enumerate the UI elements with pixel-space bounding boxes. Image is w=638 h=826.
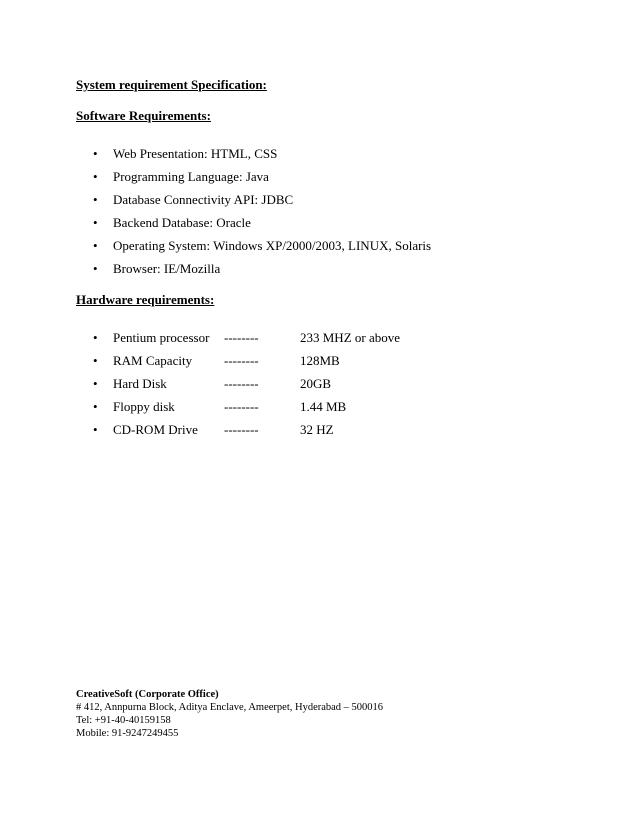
hardware-name: CD-ROM Drive [113,422,198,437]
hardware-name: Pentium processor [113,330,210,345]
footer-address: # 412, Annpurna Block, Aditya Enclave, Ameerpet, Hyderabad – 500016 [76,702,384,713]
software-item: Operating System: Windows XP/2000/2003, LINUX, Solaris [113,238,432,253]
bullet-icon: • [93,238,98,253]
hardware-value: 32 HZ [300,422,334,437]
software-item: Browser: IE/Mozilla [113,261,221,276]
bullet-icon: • [93,215,98,230]
bullet-icon: • [93,376,98,391]
bullet-icon: • [93,261,98,276]
hardware-separator: -------- [224,422,259,437]
footer [76,688,383,740]
hardware-value: 1.44 MB [300,399,347,414]
footer-tel: Tel: +91-40-40159158 [76,715,171,726]
bullet-icon: • [93,330,98,345]
hardware-name: Floppy disk [113,399,175,414]
hardware-name: RAM Capacity [113,353,193,368]
hardware-value: 128MB [300,353,340,368]
hardware-separator: -------- [224,399,259,414]
footer-mobile: Mobile: 91-9247249455 [76,728,179,739]
hardware-name: Hard Disk [113,376,167,391]
page-title: System requirement Specification: [76,77,267,92]
software-item: Backend Database: Oracle [113,215,251,230]
software-item: Web Presentation: HTML, CSS [113,146,278,161]
bullet-icon: • [93,399,98,414]
software-item: Database Connectivity API: JDBC [113,192,294,207]
hardware-heading: Hardware requirements: [76,292,215,307]
software-item: Programming Language: Java [113,169,269,184]
footer-company: CreativeSoft (Corporate Office) [76,689,219,700]
bullet-icon: • [93,422,98,437]
bullet-icon: • [93,169,98,184]
bullet-icon: • [93,192,98,207]
software-heading: Software Requirements: [76,108,211,123]
bullet-icon: • [93,353,98,368]
bullet-icon: • [93,146,98,161]
hardware-separator: -------- [224,376,259,391]
hardware-separator: -------- [224,353,259,368]
hardware-separator: -------- [224,330,259,345]
hardware-value: 233 MHZ or above [300,330,401,345]
hardware-value: 20GB [300,376,332,391]
